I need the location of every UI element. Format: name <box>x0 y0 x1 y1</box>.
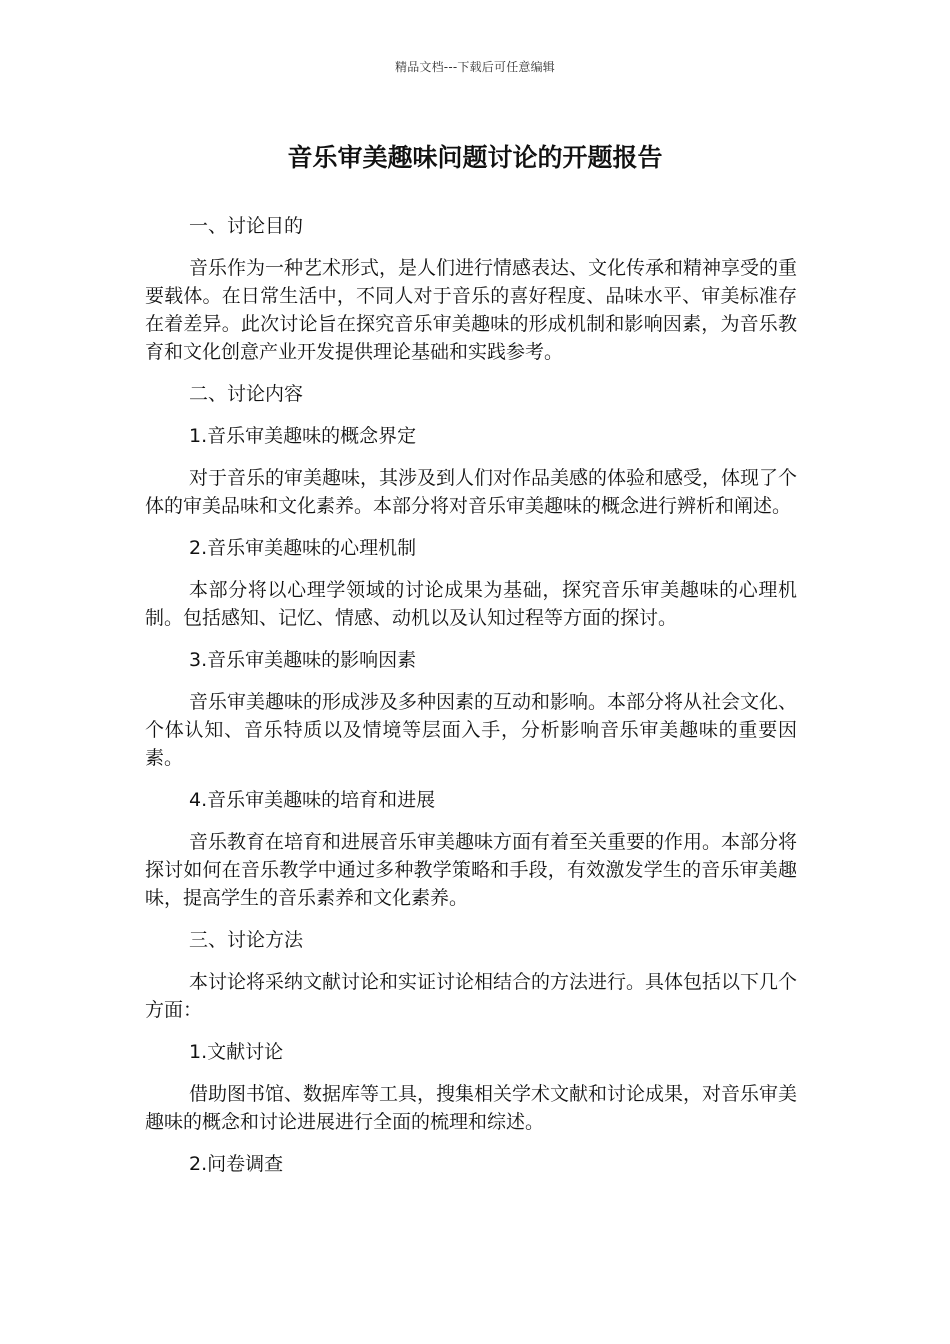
subsection-heading-psychology: 2.音乐审美趣味的心理机制 <box>189 537 417 559</box>
paragraph-concept: 对于音乐的审美趣味，其涉及到人们对作品美感的体验和感受，体现了个体的审美品味和文化素养。本部分将对音乐审美趣味的概念进行辨析和阐述。 <box>145 467 798 517</box>
subsection-heading-concept: 1.音乐审美趣味的概念界定 <box>189 425 417 447</box>
header-note: 精品文档---下载后可任意编辑 <box>395 60 555 74</box>
subsection-heading-cultivation: 4.音乐审美趣味的培育和进展 <box>189 789 436 811</box>
paragraph-psychology: 本部分将以心理学领域的讨论成果为基础，探究音乐审美趣味的心理机制。包括感知、记忆、情感、动机以及认知过程等方面的探讨。 <box>145 579 797 629</box>
subsection-heading-literature: 1.文献讨论 <box>189 1041 284 1063</box>
document-title: 音乐审美趣味问题讨论的开题报告 <box>287 143 663 172</box>
paragraph-methods: 本讨论将采纳文献讨论和实证讨论相结合的方法进行。具体包括以下几个方面： <box>145 971 798 1021</box>
paragraph-literature: 借助图书馆、数据库等工具，搜集相关学术文献和讨论成果，对音乐审美趣味的概念和讨论进展进行全面的梳理和综述。 <box>145 1083 798 1133</box>
subsection-heading-factors: 3.音乐审美趣味的影响因素 <box>189 649 417 671</box>
paragraph-factors: 音乐审美趣味的形成涉及多种因素的互动和影响。本部分将从社会文化、个体认知、音乐特质以及情境等层面入手，分析影响音乐审美趣味的重要因素。 <box>145 691 798 769</box>
section-heading-methods: 三、讨论方法 <box>189 929 304 951</box>
section-heading-content: 二、讨论内容 <box>189 383 304 405</box>
paragraph-purpose: 音乐作为一种艺术形式，是人们进行情感表达、文化传承和精神享受的重要载体。在日常生活中，不同人对于音乐的喜好程度、品味水平、审美标准存在着差异。此次讨论旨在探究音乐审美趣味的形成机制和影响因素，为音乐教育和文化创意产业开发提供理论基础和实践参考。 <box>145 257 798 363</box>
section-heading-purpose: 一、讨论目的 <box>189 215 304 237</box>
subsection-heading-survey: 2.问卷调查 <box>189 1153 284 1175</box>
document-body <box>145 212 797 1178</box>
paragraph-cultivation: 音乐教育在培育和进展音乐审美趣味方面有着至关重要的作用。本部分将探讨如何在音乐教学中通过多种教学策略和手段，有效激发学生的音乐审美趣味，提高学生的音乐素养和文化素养。 <box>145 831 798 909</box>
